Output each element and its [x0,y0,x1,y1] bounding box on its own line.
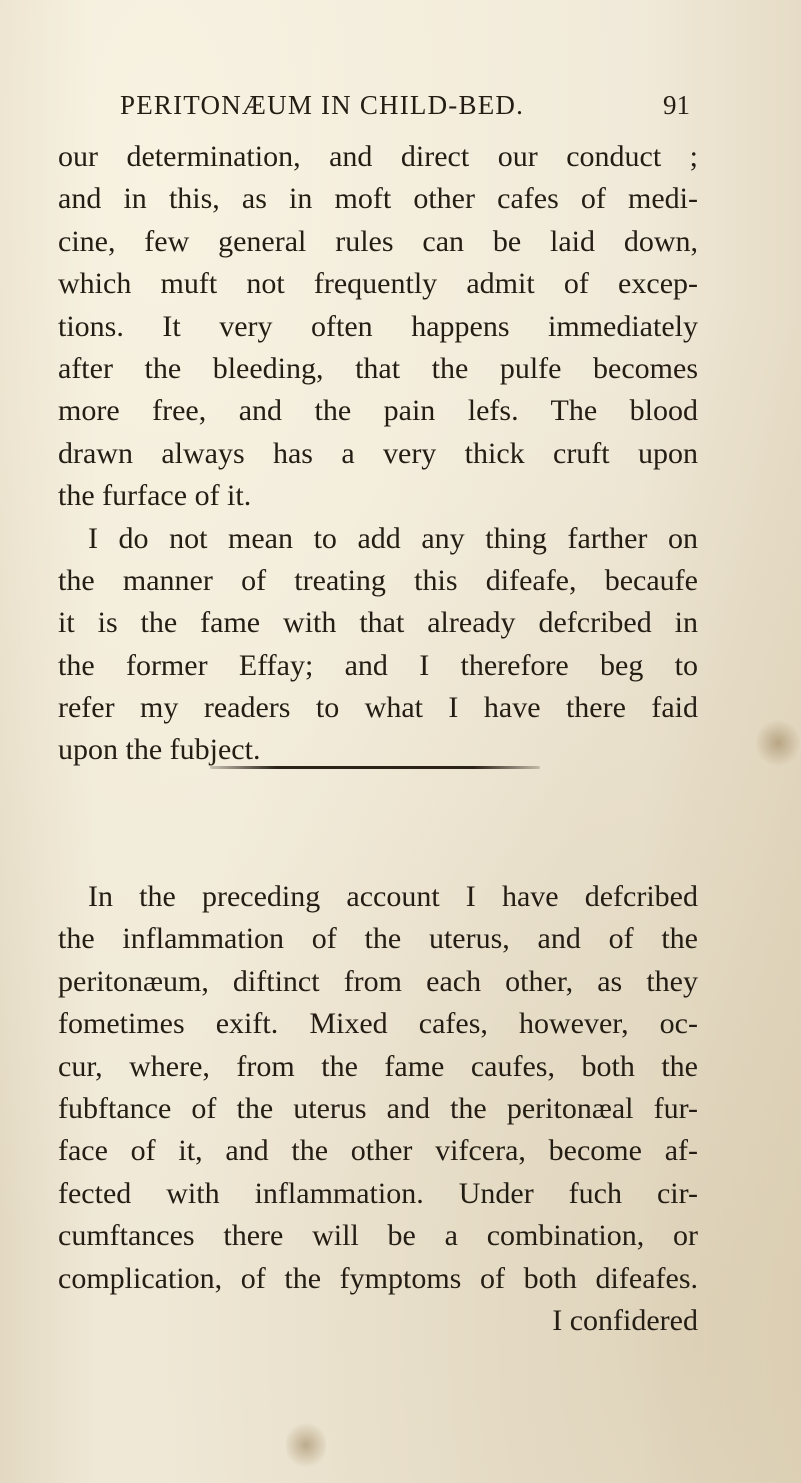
text-line-first: I do not mean to add any thing farther on [88,521,698,555]
text-line: which muft not frequently admit of excep- [58,267,698,301]
text-line: fubftance of the uterus and the peritonæal fur- [58,1091,698,1125]
text-line: and in this, as in moft other cafes of medi- [58,182,698,216]
text-line-last: upon the fubject. [58,733,261,767]
text-line: refer my readers to what I have there faid [58,691,698,725]
text-block-lower [58,876,698,1342]
text-line-last: the furface of it. [58,479,252,513]
text-line: more free, and the pain lefs. The blood [58,394,698,428]
page-header [120,90,690,130]
text-line: the manner of treating this difeafe, becaufe [58,563,698,597]
paper-stain [286,1420,326,1470]
text-block-upper [58,136,698,772]
text-line: fected with inflammation. Under fuch cir- [58,1176,698,1210]
paper-stain [756,718,800,768]
text-line: face of it, and the other vifcera, become af- [58,1134,698,1168]
text-line: cine, few general rules can be laid down, [58,224,698,258]
section-divider [210,766,540,769]
text-line: the inflammation of the uterus, and of the [58,922,698,956]
text-line: our determination, and direct our conduct ; [58,140,698,173]
text-line: drawn always has a very thick cruft upon [58,436,698,470]
running-head: PERITONÆUM IN CHILD-BED. [120,90,525,120]
text-line: tions. It very often happens immediately [58,309,698,343]
text-line: fometimes exift. Mixed cafes, however, oc- [58,1007,698,1041]
text-line: cur, where, from the fame caufes, both the [58,1049,698,1083]
page-number: 91 [663,90,690,120]
catchword: I confidered [552,1303,698,1337]
text-line: the former Effay; and I therefore beg to [58,648,698,682]
text-line: cumftances there will be a combination, or [58,1219,698,1253]
text-line: complication, of the fymptoms of both difeafes. [58,1261,698,1295]
text-line: after the bleeding, that the pulfe becomes [58,351,698,385]
text-line: it is the fame with that already defcribed in [58,606,698,640]
text-line: peritonæum, diftinct from each other, as they [58,964,698,998]
text-line-first: In the preceding account I have defcribed [88,880,698,913]
